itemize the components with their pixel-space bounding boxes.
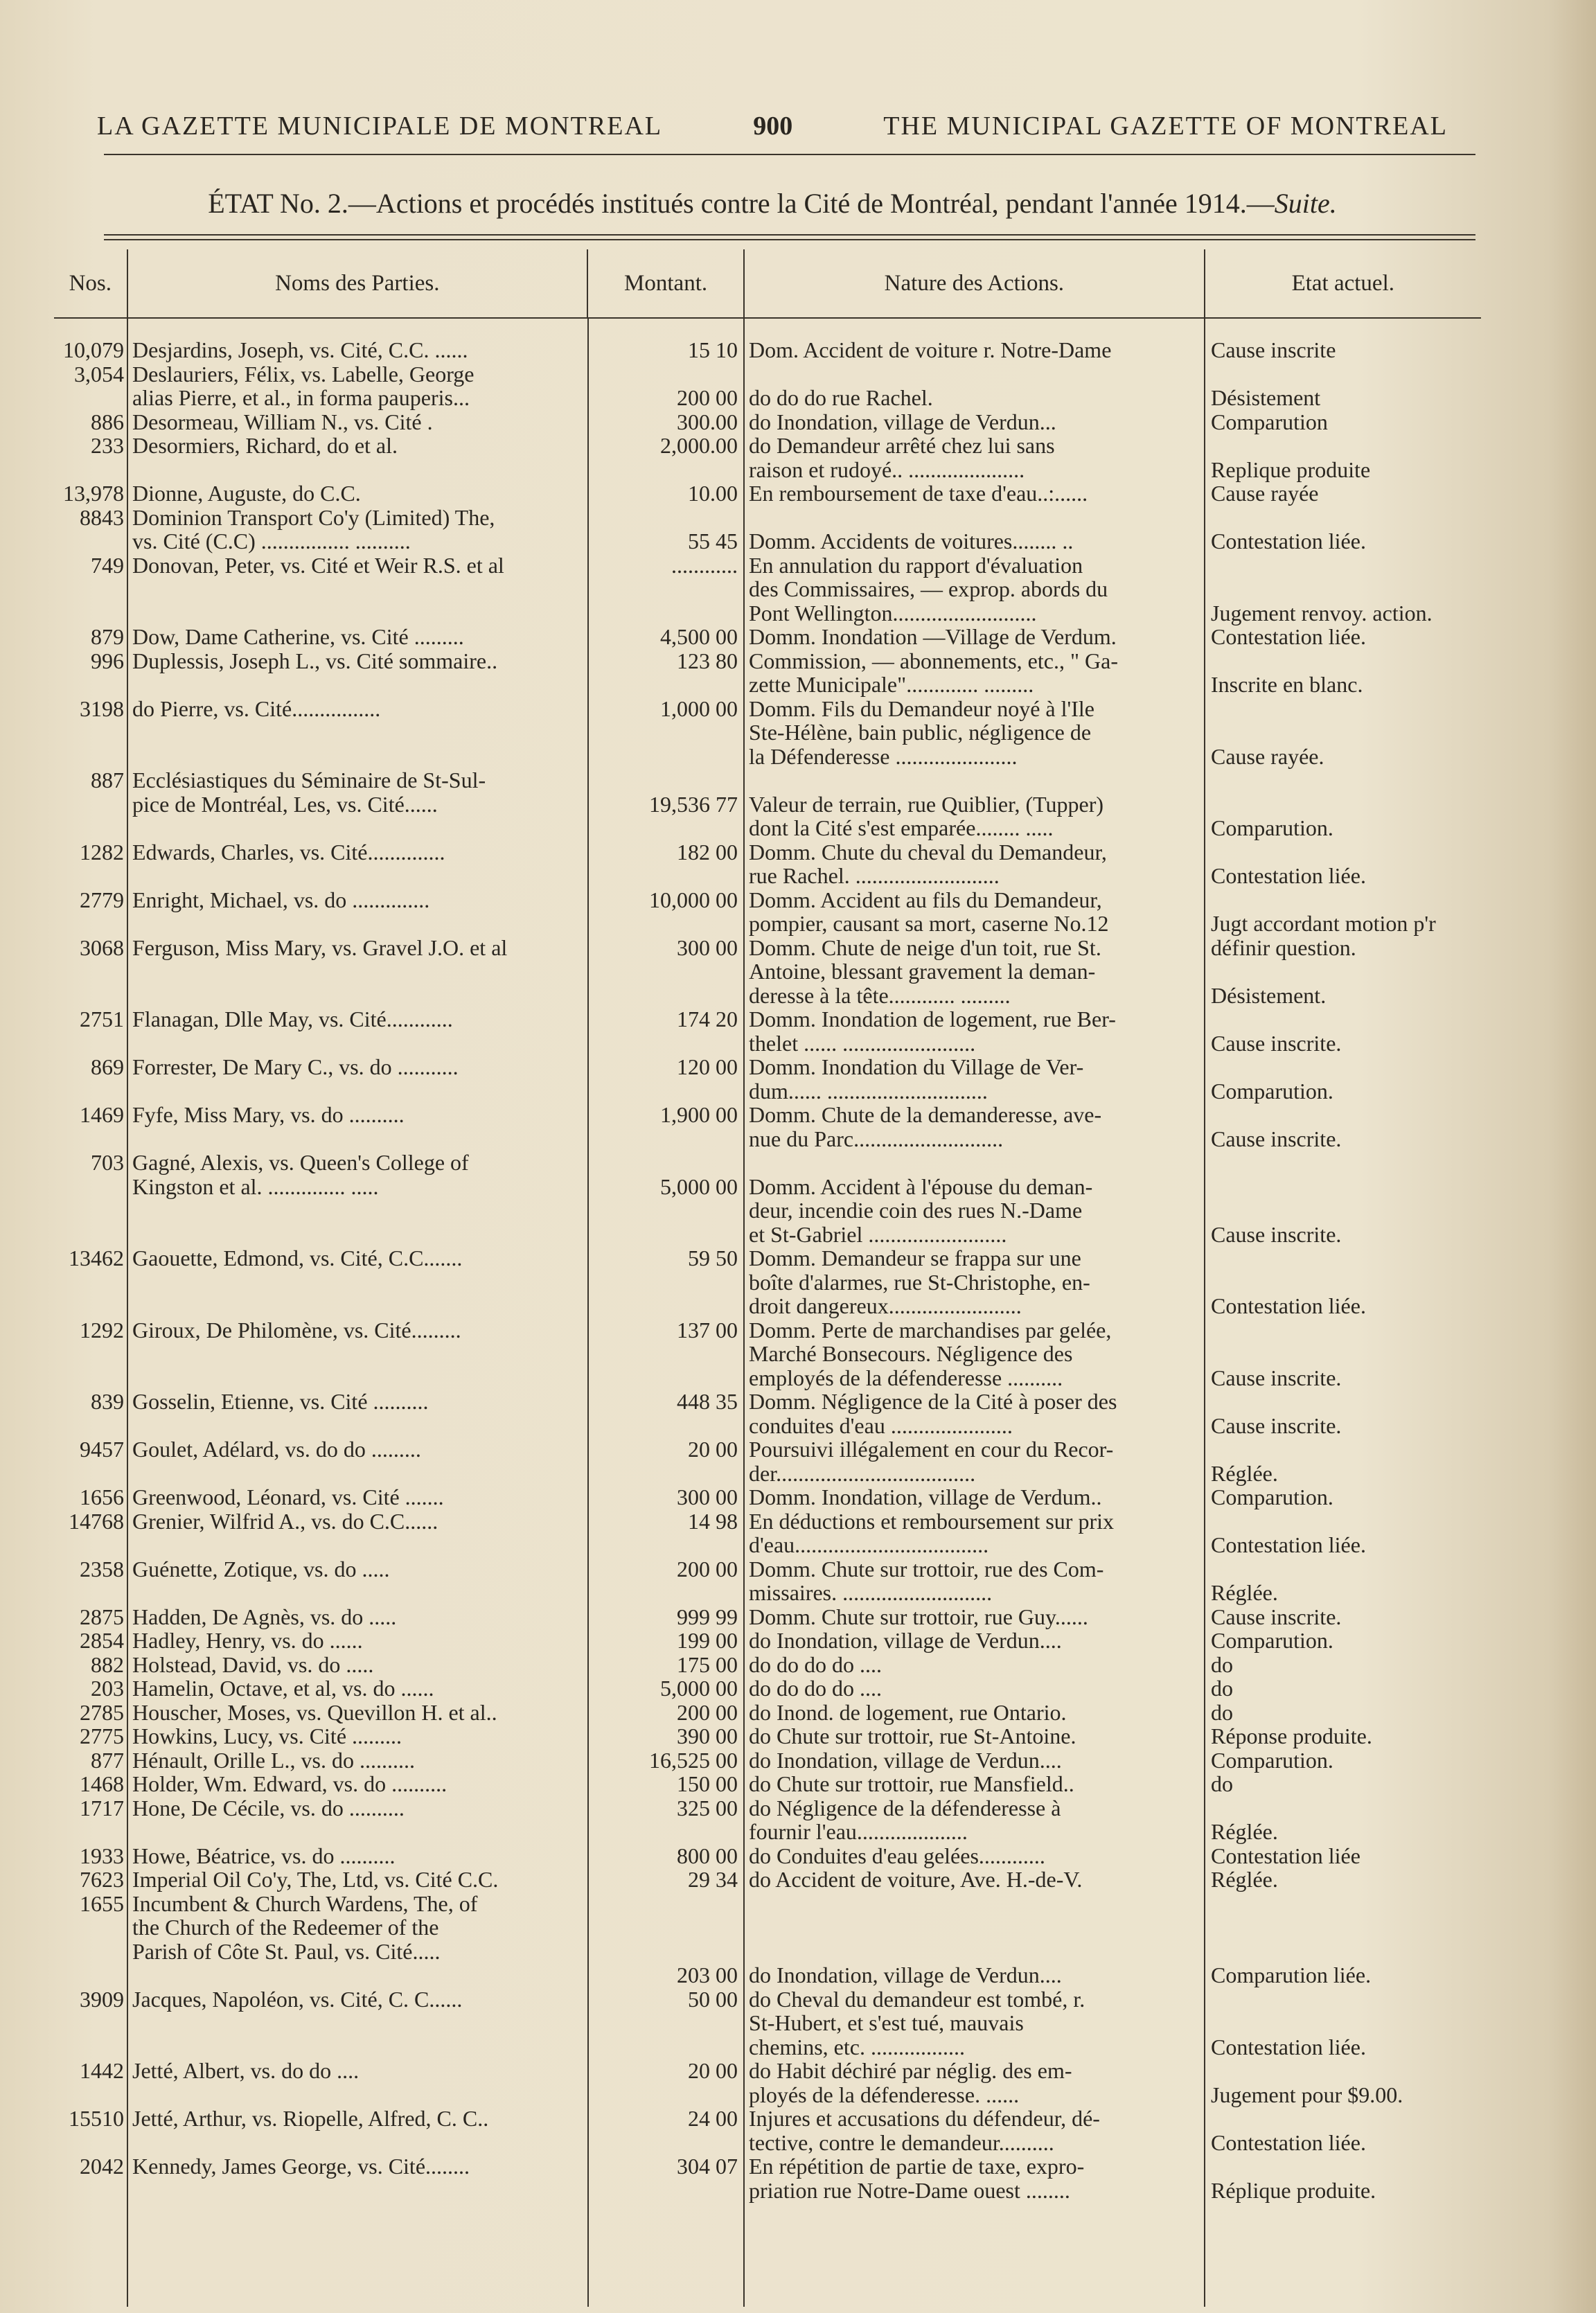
- amount: 199 00: [677, 1628, 738, 1653]
- current-status: Cause inscrite: [1211, 337, 1336, 362]
- amount: 137 00: [677, 1317, 738, 1342]
- column-divider: [743, 319, 745, 2307]
- title-text: ÉTAT No. 2.—Actions et procédés institués contre la Cité de Montréal, pendant l'année 1914.—: [208, 188, 1275, 219]
- current-status: Jugt accordant motion p'r: [1211, 911, 1436, 936]
- row-number: 1282: [80, 839, 124, 865]
- party-names: Hadden, De Agnès, vs. do .....: [132, 1604, 397, 1629]
- amount: 4,500 00: [660, 624, 738, 649]
- party-names: Duplessis, Joseph L., vs. Cité sommaire..: [132, 648, 498, 673]
- action-nature: Domm. Accident à l'épouse du deman- deur, incendie coin des rues N.-Dame et St-Gabriel .........................: [749, 1173, 1093, 1247]
- action-nature: En répétition de partie de taxe, expro- priation rue Notre-Dame ouest ........: [749, 2154, 1085, 2203]
- party-names: Howe, Béatrice, vs. do ..........: [132, 1843, 396, 1868]
- amount: 29 34: [688, 1867, 738, 1892]
- current-status: Comparution liée.: [1211, 1962, 1372, 1987]
- table-row: [54, 1055, 1481, 1103]
- party-names: Kennedy, James George, vs. Cité........: [132, 2154, 470, 2179]
- amount: 20 00: [688, 1437, 738, 1462]
- current-status: Cause rayée.: [1211, 743, 1324, 769]
- party-names: Guénette, Zotique, vs. do .....: [132, 1556, 390, 1581]
- amount: 5,000 00: [660, 1173, 738, 1199]
- action-nature: Domm. Inondation, village de Verdum..: [749, 1485, 1102, 1509]
- row-number: 1656: [80, 1485, 124, 1509]
- current-status: Contestation liée.: [1211, 1293, 1366, 1318]
- table-row: [54, 362, 1481, 410]
- row-number: 1469: [80, 1102, 124, 1127]
- header-rule: [104, 154, 1475, 155]
- amount: 325 00: [677, 1795, 738, 1820]
- current-status: Cause inscrite.: [1211, 1030, 1342, 1056]
- current-status: Inscrite en blanc.: [1211, 672, 1363, 697]
- party-names: Grenier, Wilfrid A., vs. do C.C......: [132, 1508, 438, 1534]
- party-names: Deslauriers, Félix, vs. Labelle, George alias Pierre, et al., in forma pauperis...: [132, 361, 475, 410]
- party-names: Enright, Michael, vs. do ..............: [132, 887, 430, 912]
- current-status: do: [1211, 1651, 1233, 1677]
- party-names: Holstead, David, vs. do .....: [132, 1651, 374, 1677]
- current-status: Réglée.: [1211, 1460, 1278, 1486]
- action-nature: Domm. Chute sur trottoir, rue des Com- missaires. ...........................: [749, 1556, 1104, 1605]
- row-number: 3909: [80, 1986, 124, 2012]
- row-number: 2785: [80, 1699, 124, 1725]
- party-names: Desjardins, Joseph, vs. Cité, C.C. ......: [132, 337, 468, 362]
- table-row: [54, 888, 1481, 936]
- row-number: 203: [91, 1676, 124, 1701]
- party-names: Dominion Transport Co'y (Limited) The, vs. Cité (C.C) ................ ..........: [132, 504, 495, 553]
- table-row: [54, 2107, 1481, 2154]
- party-names: Gaouette, Edmond, vs. Cité, C.C.......: [132, 1246, 463, 1270]
- table-row: [54, 434, 1481, 481]
- party-names: Goulet, Adélard, vs. do do .........: [132, 1437, 421, 1462]
- action-nature: do Inondation, village de Verdun....: [749, 1628, 1062, 1653]
- action-nature: En remboursement de taxe d'eau..:......: [749, 481, 1088, 506]
- amount: 182 00: [677, 839, 738, 865]
- row-number: 2358: [80, 1556, 124, 1581]
- action-nature: Commission, — abonnements, etc., " Ga- zette Municipale"............. .........: [749, 648, 1118, 697]
- row-number: 2875: [80, 1604, 124, 1629]
- row-number: 877: [91, 1747, 124, 1773]
- current-status: do: [1211, 1676, 1233, 1701]
- action-nature: do Chute sur trottoir, rue St-Antoine.: [749, 1723, 1076, 1748]
- party-names: Incumbent & Church Wardens, The, of the Church of the Redeemer of the Parish of Côte St. Paul, vs. Cité.....: [132, 1890, 478, 1964]
- party-names: Hone, De Cécile, vs. do ..........: [132, 1795, 405, 1820]
- amount: 123 80: [677, 648, 738, 673]
- table-row: [54, 553, 1481, 626]
- party-names: Desormeau, William N., vs. Cité .: [132, 409, 433, 434]
- current-status: Cause inscrite.: [1211, 1412, 1342, 1438]
- table-row: [54, 1676, 1481, 1701]
- action-nature: do Inondation, village de Verdun...: [749, 409, 1056, 434]
- row-number: 9457: [80, 1437, 124, 1462]
- amount: 19,536 77: [649, 791, 738, 817]
- current-status: Cause inscrite.: [1211, 1604, 1342, 1629]
- current-status: Cause rayée: [1211, 481, 1319, 506]
- row-number: 887: [91, 768, 124, 792]
- table-row: [54, 1844, 1481, 1868]
- action-nature: do Négligence de la défenderesse à fournir l'eau....................: [749, 1795, 1061, 1844]
- table-row: [54, 649, 1481, 697]
- party-names: Ecclésiastiques du Séminaire de St-Sul- pice de Montréal, Les, vs. Cité......: [132, 768, 486, 817]
- amount: 50 00: [688, 1986, 738, 2012]
- action-nature: do Demandeur arrêté chez lui sans raison et rudoyé.. .....................: [749, 433, 1055, 482]
- action-nature: Domm. Négligence de la Cité à poser des conduites d'eau ......................: [749, 1389, 1117, 1438]
- party-names: Dow, Dame Catherine, vs. Cité .........: [132, 624, 464, 649]
- row-number: 1442: [80, 2058, 124, 2083]
- col-header-etat: Etat actuel.: [1291, 270, 1394, 296]
- amount: 1,900 00: [660, 1102, 738, 1127]
- current-status: Réponse produite.: [1211, 1723, 1372, 1748]
- action-nature: En annulation du rapport d'évaluation des Commissaires, — exprop. abords du Pont Wellington..........................: [749, 552, 1108, 626]
- action-nature: Domm. Inondation —Village de Verdum.: [749, 624, 1117, 649]
- action-nature: Dom. Accident de voiture r. Notre-Dame: [749, 337, 1112, 362]
- row-number: 1933: [80, 1843, 124, 1868]
- row-number: 1468: [80, 1771, 124, 1796]
- current-status: Cause inscrite.: [1211, 1221, 1342, 1247]
- party-names: Ferguson, Miss Mary, vs. Gravel J.O. et al: [132, 934, 508, 960]
- action-nature: do Accident de voiture, Ave. H.-de-V.: [749, 1867, 1083, 1892]
- amount: 15 10: [688, 337, 738, 362]
- action-nature: Domm. Demandeur se frappa sur une boîte d'alarmes, rue St-Christophe, en- droit dangereux........................: [749, 1246, 1090, 1318]
- party-names: Dionne, Auguste, do C.C.: [132, 481, 361, 506]
- current-status: Réplique produite.: [1211, 2177, 1376, 2203]
- table-row: [54, 1485, 1481, 1509]
- row-number: 2751: [80, 1007, 124, 1031]
- table-row: [54, 338, 1481, 362]
- row-number: 3,054: [74, 361, 124, 387]
- row-number: 13462: [69, 1246, 124, 1270]
- party-names: Forrester, De Mary C., vs. do ...........: [132, 1054, 459, 1079]
- row-number: 7623: [80, 1867, 124, 1892]
- table-header: [54, 249, 1481, 319]
- table-row: [54, 697, 1481, 769]
- table-body: [54, 319, 1481, 2202]
- table-row: [54, 1103, 1481, 1151]
- current-status: do: [1211, 1771, 1233, 1796]
- current-status: Cause inscrite.: [1211, 1365, 1342, 1390]
- current-status: Jugement pour $9.00.: [1211, 2082, 1403, 2107]
- amount: 999 99: [677, 1604, 738, 1629]
- row-number: 879: [91, 624, 124, 649]
- table-row: [54, 1701, 1481, 1725]
- action-nature: do Inondation, village de Verdun....: [749, 1962, 1062, 1987]
- amount: 55 45: [688, 529, 738, 553]
- table-row: [54, 1390, 1481, 1437]
- col-header-amount: Montant.: [588, 249, 745, 317]
- col-header-nature: Nature des Actions.: [745, 249, 1205, 317]
- title-rule-1: [104, 234, 1475, 236]
- amount: 175 00: [677, 1651, 738, 1677]
- amount: 448 35: [677, 1389, 738, 1414]
- amount: 174 20: [677, 1007, 738, 1031]
- action-nature: do Habit déchiré par néglig. des em- ployés de la défenderesse. ......: [749, 2058, 1072, 2107]
- current-status: Contestation liée.: [1211, 2129, 1366, 2155]
- table-row: [54, 410, 1481, 434]
- amount: ............: [671, 552, 738, 578]
- party-names: do Pierre, vs. Cité................: [132, 695, 381, 721]
- amount: 390 00: [677, 1723, 738, 1748]
- table-row: [54, 1724, 1481, 1748]
- row-number: 14768: [69, 1508, 124, 1534]
- amount: 16,525 00: [649, 1747, 738, 1773]
- table-row: [54, 768, 1481, 840]
- amount: 10,000 00: [649, 887, 738, 912]
- current-status: Comparution.: [1211, 1628, 1333, 1653]
- row-number: 839: [91, 1389, 124, 1414]
- page-header: [97, 111, 1448, 141]
- column-divider: [1204, 319, 1205, 2307]
- amount: 300.00: [677, 409, 738, 434]
- row-number: 882: [91, 1651, 124, 1677]
- table-row: [54, 936, 1481, 1008]
- row-number: 996: [91, 648, 124, 673]
- current-status: Cause inscrite.: [1211, 1126, 1342, 1151]
- table-row: [54, 1987, 1481, 2059]
- party-names: Fyfe, Miss Mary, vs. do ..........: [132, 1102, 405, 1127]
- party-names: Edwards, Charles, vs. Cité..............: [132, 839, 445, 865]
- amount: 10.00: [688, 481, 738, 506]
- table-row: [54, 1007, 1481, 1055]
- amount: 300 00: [677, 934, 738, 960]
- current-status: définir question. Désistement.: [1211, 934, 1356, 1008]
- actions-table: [54, 249, 1481, 2202]
- amount: 14 98: [688, 1508, 738, 1534]
- table-row: [54, 1629, 1481, 1653]
- col-header-no: Nos.: [54, 249, 128, 317]
- column-divider: [127, 319, 128, 2307]
- action-nature: do Conduites d'eau gelées............: [749, 1843, 1045, 1868]
- party-names: Houscher, Moses, vs. Quevillon H. et al..: [132, 1699, 497, 1725]
- current-status: Contestation liée: [1211, 1843, 1360, 1868]
- table-row: [54, 481, 1481, 506]
- row-number: 15510: [69, 2106, 124, 2131]
- action-nature: Domm. Chute de la demanderesse, ave- nue du Parc...........................: [749, 1102, 1102, 1151]
- row-number: 886: [91, 409, 124, 434]
- column-divider: [587, 319, 589, 2307]
- row-number: 13,978: [63, 481, 124, 506]
- action-nature: do Inondation, village de Verdun....: [749, 1747, 1062, 1773]
- current-status: Comparution.: [1211, 1747, 1333, 1773]
- current-status: Contestation liée.: [1211, 624, 1366, 649]
- row-number: 3068: [80, 934, 124, 960]
- amount: 1,000 00: [660, 695, 738, 721]
- party-names: Hamelin, Octave, et al, vs. do ......: [132, 1676, 434, 1701]
- current-status: Comparution.: [1211, 1078, 1333, 1104]
- amount: 59 50: [688, 1246, 738, 1270]
- current-status: Désistement: [1211, 385, 1321, 410]
- row-number: 3198: [80, 695, 124, 721]
- current-status: Comparution.: [1211, 1485, 1333, 1509]
- amount: 24 00: [688, 2106, 738, 2131]
- party-names: Gosselin, Etienne, vs. Cité ..........: [132, 1389, 429, 1414]
- table-row: [54, 2154, 1481, 2202]
- table-row: [54, 1748, 1481, 1773]
- current-status: Contestation liée.: [1211, 2034, 1366, 2059]
- current-status: Replique produite: [1211, 457, 1371, 482]
- amount: 800 00: [677, 1843, 738, 1868]
- current-status: Réglée.: [1211, 1819, 1278, 1844]
- party-names: Desormiers, Richard, do et al.: [132, 433, 398, 458]
- amount: 200 00: [677, 1699, 738, 1725]
- table-row: [54, 1605, 1481, 1629]
- action-nature: Injures et accusations du défendeur, dé- tective, contre le demandeur..........: [749, 2106, 1100, 2155]
- party-names: Jetté, Albert, vs. do do ....: [132, 2058, 360, 2083]
- action-nature: do do do do ....: [749, 1676, 882, 1701]
- amount: 2,000.00: [660, 433, 738, 458]
- row-number: 2854: [80, 1628, 124, 1653]
- header-left-title: LA GAZETTE MUNICIPALE DE MONTREAL: [97, 112, 663, 141]
- row-number: 2775: [80, 1723, 124, 1748]
- table-row: [54, 840, 1481, 888]
- col-header-name: Noms des Parties.: [128, 249, 588, 317]
- table-row: [54, 1151, 1481, 1246]
- party-names: Holder, Wm. Edward, vs. do ..........: [132, 1771, 447, 1796]
- table-row: [54, 1509, 1481, 1557]
- row-number: 1292: [80, 1317, 124, 1342]
- row-number: 1655: [80, 1890, 124, 1916]
- table-row: [54, 1868, 1481, 1892]
- current-status: do: [1211, 1699, 1233, 1725]
- action-nature: do Inond. de logement, rue Ontario.: [749, 1699, 1067, 1725]
- row-number: 1717: [80, 1795, 124, 1820]
- action-nature: do Cheval du demandeur est tombé, r. St-Hubert, et s'est tué, mauvais chemins, etc. .................: [749, 1986, 1085, 2059]
- amount: 120 00: [677, 1054, 738, 1079]
- table-row: [54, 1892, 1481, 1987]
- table-row: [54, 1246, 1481, 1318]
- table-row: [54, 1437, 1481, 1485]
- action-nature: Domm. Chute du cheval du Demandeur, rue Rachel. ..........................: [749, 839, 1107, 888]
- page-number: 900: [753, 112, 793, 141]
- table-title: [104, 187, 1441, 220]
- amount: 304 07: [677, 2154, 738, 2179]
- party-names: Gagné, Alexis, vs. Queen's College of Kingston et al. .............. .....: [132, 1150, 469, 1199]
- amount: 5,000 00: [660, 1676, 738, 1701]
- row-number: 2779: [80, 887, 124, 912]
- row-number: 2042: [80, 2154, 124, 2179]
- amount: 300 00: [677, 1485, 738, 1509]
- amount: 20 00: [688, 2058, 738, 2083]
- action-nature: En déductions et remboursement sur prix d'eau...................................: [749, 1508, 1114, 1557]
- party-names: Giroux, De Philomène, vs. Cité.........: [132, 1317, 461, 1342]
- row-number: 869: [91, 1054, 124, 1079]
- table-row: [54, 1318, 1481, 1390]
- action-nature: Domm. Chute sur trottoir, rue Guy......: [749, 1604, 1088, 1629]
- table-row: [54, 1772, 1481, 1796]
- table-row: [54, 506, 1481, 553]
- action-nature: Poursuivi illégalement en cour du Recor- der....................................: [749, 1437, 1114, 1486]
- party-names: Flanagan, Dlle May, vs. Cité............: [132, 1007, 453, 1031]
- action-nature: Domm. Inondation du Village de Ver- dum...... .............................: [749, 1054, 1084, 1104]
- current-status: Jugement renvoy. action.: [1211, 600, 1433, 626]
- current-status: Contestation liée.: [1211, 863, 1366, 888]
- party-names: Hadley, Henry, vs. do ......: [132, 1628, 363, 1653]
- party-names: Imperial Oil Co'y, The, Ltd, vs. Cité C.C.: [132, 1867, 499, 1892]
- amount: 203 00: [677, 1962, 738, 1987]
- party-names: Donovan, Peter, vs. Cité et Weir R.S. et al: [132, 552, 504, 578]
- table-row: [54, 1653, 1481, 1677]
- current-status: Réglée.: [1211, 1867, 1278, 1892]
- amount: 150 00: [677, 1771, 738, 1796]
- amount: 200 00: [677, 1556, 738, 1581]
- row-number: 10,079: [63, 337, 124, 362]
- action-nature: Valeur de terrain, rue Quiblier, (Tupper) dont la Cité s'est emparée........ .....: [749, 791, 1104, 840]
- party-names: Jetté, Arthur, vs. Riopelle, Alfred, C. C..: [132, 2106, 489, 2131]
- party-names: Howkins, Lucy, vs. Cité .........: [132, 1723, 402, 1748]
- action-nature: Domm. Chute de neige d'un toit, rue St. Antoine, blessant gravement la deman- deresse à la tête............ .........: [749, 934, 1101, 1008]
- party-names: Jacques, Napoléon, vs. Cité, C. C......: [132, 1986, 463, 2012]
- table-row: [54, 2059, 1481, 2107]
- row-number: 749: [91, 552, 124, 578]
- party-names: Greenwood, Léonard, vs. Cité .......: [132, 1485, 444, 1509]
- row-number: 8843: [80, 504, 124, 530]
- title-rule-2: [104, 239, 1475, 240]
- table-row: [54, 625, 1481, 649]
- action-nature: do Chute sur trottoir, rue Mansfield..: [749, 1771, 1074, 1796]
- action-nature: Domm. Inondation de logement, rue Ber- thelet ...... ........................: [749, 1007, 1116, 1056]
- header-right-title: THE MUNICIPAL GAZETTE OF MONTREAL: [883, 112, 1448, 141]
- current-status: Contestation liée.: [1211, 529, 1366, 553]
- party-names: Hénault, Orille L., vs. do ..........: [132, 1747, 415, 1773]
- action-nature: Domm. Accident au fils du Demandeur, pompier, causant sa mort, caserne No.12: [749, 887, 1109, 936]
- action-nature: do do do do ....: [749, 1651, 882, 1677]
- row-number: 703: [91, 1150, 124, 1175]
- title-suite: Suite.: [1274, 188, 1337, 219]
- action-nature: Domm. Accidents de voitures........ ..: [749, 529, 1074, 553]
- current-status: Comparution.: [1211, 815, 1333, 840]
- current-status: Réglée.: [1211, 1580, 1278, 1605]
- amount: 200 00: [677, 385, 738, 410]
- current-status: Comparution: [1211, 409, 1328, 434]
- row-number: 233: [91, 433, 124, 458]
- action-nature: Domm. Fils du Demandeur noyé à l'Ile Ste-Hélène, bain public, négligence de la Défenderesse ......................: [749, 695, 1094, 769]
- action-nature: do do do rue Rachel.: [749, 385, 933, 410]
- table-row: [54, 1796, 1481, 1844]
- table-row: [54, 1557, 1481, 1605]
- action-nature: Domm. Perte de marchandises par gelée, Marché Bonsecours. Négligence des employés de la défenderesse ..........: [749, 1317, 1112, 1390]
- current-status: Contestation liée.: [1211, 1532, 1366, 1557]
